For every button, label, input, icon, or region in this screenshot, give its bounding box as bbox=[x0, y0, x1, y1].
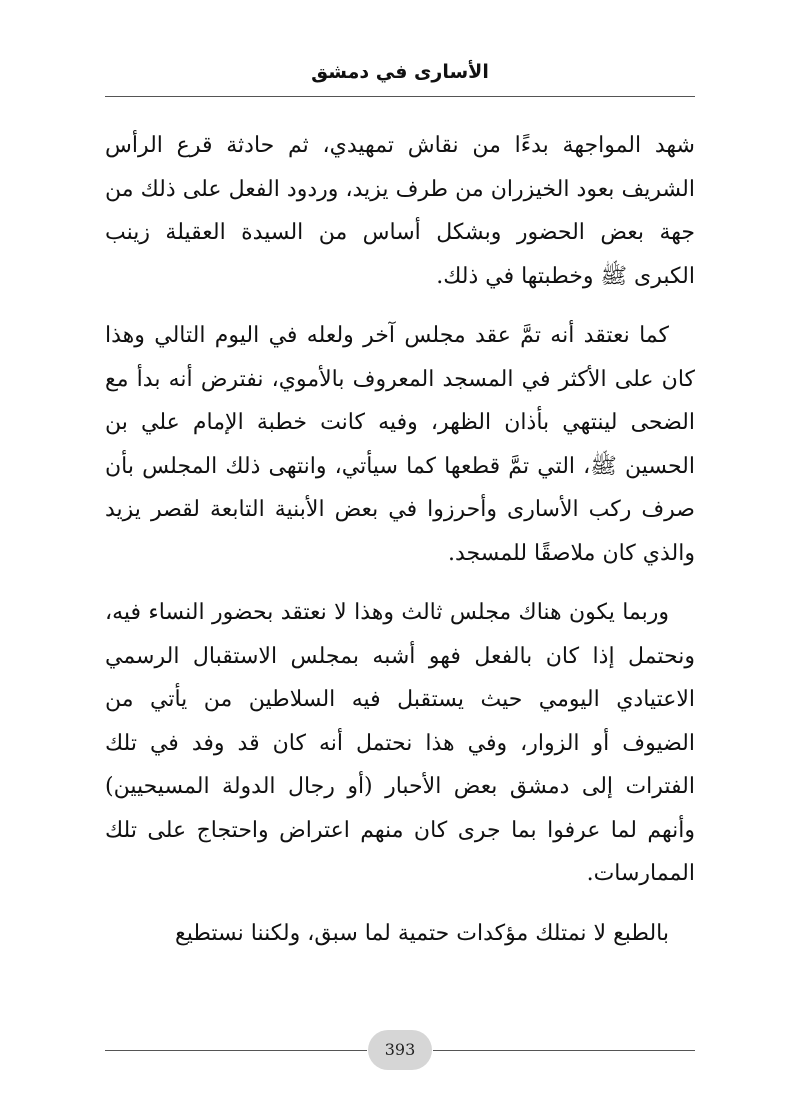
paragraph-3: وربما يكون هناك مجلس ثالث وهذا لا نعتقد بحضور النساء فيه، ونحتمل إذا كان بالفعل فهو أشبه بمجلس الاستقبال الرسمي الاعتيادي اليومي حيث يستقبل فيه السلاطين من يأتي من الضيوف أو الزوار، وفي هذا نحتمل أنه كان قد وفد في تلك الفترات إلى دمشق بعض الأحبار (أو رجال الدولة المسيحيين) وأنهم لما عرفوا بما جرى كان منهم اعتراض واحتجاج على تلك الممارسات. bbox=[105, 600, 696, 886]
footer-divider-left bbox=[105, 1050, 367, 1051]
header-divider bbox=[105, 96, 695, 97]
footer-divider-right bbox=[433, 1050, 695, 1051]
paragraph-2: كما نعتقد أنه تمَّ عقد مجلس آخر ولعله في اليوم التالي وهذا كان على الأكثر في المسجد المعروف بالأموي، نفترض أنه بدأ مع الضحى لينتهي بأذان الظهر، وفيه كانت خطبة الإمام علي بن الحسين ﷺ، التي تمَّ قطعها كما سيأتي، وانتهى ذلك المجلس بأن صرف ركب الأسارى وأحرزوا في بعض الأبنية التابعة لقصر يزيد والذي كان ملاصقًا للمسجد. bbox=[105, 323, 695, 566]
paragraph-4: بالطبع لا نمتلك مؤكدات حتمية لما سبق، ولكننا نستطيع bbox=[175, 920, 669, 946]
page-footer bbox=[105, 1030, 695, 1070]
page-number: 393 bbox=[368, 1030, 432, 1070]
paragraph-1: شهد المواجهة بدءًا من نقاش تمهيدي، ثم حادثة قرع الرأس الشريف بعود الخيزران من طرف يزيد، وردود الفعل على ذلك من جهة بعض الحضور وبشكل أساس من السيدة العقيلة زينب الكبرى ﷺ وخطبتها في ذلك. bbox=[105, 133, 696, 289]
running-header bbox=[105, 52, 695, 92]
body-text bbox=[105, 124, 695, 971]
header-title: الأسارى في دمشق bbox=[311, 61, 489, 83]
